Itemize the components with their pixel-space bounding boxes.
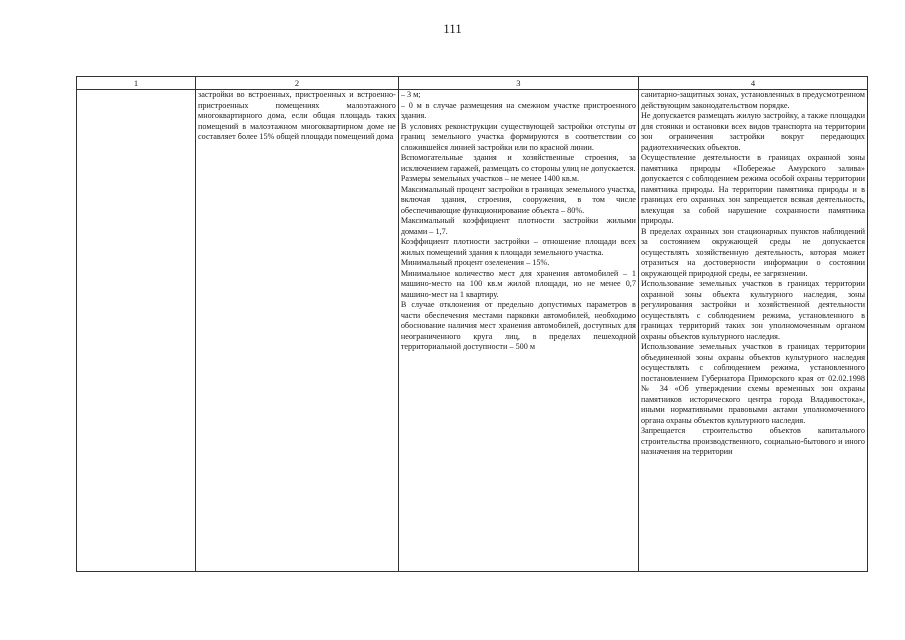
table-row: [77, 90, 868, 572]
paragraph: Осуществление деятельности в границах охранной зоны памятника природы «Побережье Амурского залива» допускается с соблюдением режима особой охраны территории памятника природы. На территории памятника природы и в границах его охранных зон запрещается всякая деятельность, влекущая за собой нарушение сохранности памятника природы.: [640, 153, 865, 225]
paragraph: Использование земельных участков в границах территории объединенной зоны охраны объектов культурного наследия осуществлять с соблюдением режима, установленного постановлением Губернатора Приморского края от 02.02.1998 № 34 «Об утверждении схемы временных зон охраны памятников исторического центра города Владивостока», иными нормативными правовыми актами уполномоченного органа охраны объектов культурного наследия.: [640, 342, 865, 425]
paragraph: В случае отклонения от предельно допустимых параметров в части обеспечения местами парковки автомобилей, необходимо обоснование наличия мест хранения автомобилей, доступных для неограниченного круга лиц, в пределах пешеходной территориальной доступности – 500 м: [400, 300, 636, 351]
paragraph: Размеры земельных участков – не менее 1400 кв.м.: [400, 174, 579, 183]
paragraph: Коэффициент плотности застройки – отношение площади всех жилых помещений здания к площади земельного участка.: [400, 237, 636, 257]
cell-col-3: [398, 90, 638, 572]
cell-col-1: [77, 90, 196, 572]
paragraph: Использование земельных участков в границах территории охранной зоны объекта культурного наследия, зоны регулирования застройки и хозяйственной деятельности осуществлять с соблюдением режима, установленного в границах территорий таких зон уполномоченным органом охраны объектов культурного наследия.: [640, 279, 865, 341]
paragraph: санитарно-защитных зонах, установленных в предусмотренном действующим законодательством порядке.: [640, 90, 865, 110]
paragraph: Запрещается строительство объектов капитального строительства производственного, социально-бытового и иного назначения на территории: [640, 426, 865, 456]
cell-col-2: [196, 90, 399, 572]
paragraph: Вспомогательные здания и хозяйственные строения, за исключением гаражей, размещать со стороны улиц не допускается.: [400, 153, 636, 173]
paragraph: застройки во встроенных, пристроенных и встроенно-пристроенных помещениях малоэтажного многоквартирного дома, если общая площадь таких помещений в малоэтажном многоквартирном доме не составляет более 15% общей площади помещений дома: [198, 90, 396, 141]
paragraph: Максимальный коэффициент плотности застройки жилыми домами – 1,7.: [400, 216, 636, 236]
regulations-table: [76, 76, 868, 572]
page-number: 111: [443, 21, 462, 36]
column-header-3: 3: [398, 77, 638, 90]
table-header-row: [77, 77, 868, 90]
column-header-4: 4: [638, 77, 867, 90]
paragraph: – 0 м в случае размещения на смежном участке пристроенного здания.: [400, 100, 636, 120]
column-header-1: 1: [77, 77, 196, 90]
cell-col-4: [638, 90, 867, 572]
paragraph: Минимальный процент озеленения – 15%.: [400, 258, 550, 267]
paragraph: Не допускается размещать жилую застройку, а также площадки для стоянки и остановки всех видов транспорта на территории зон ограничения застройки вокруг передающих радиотехнических объектов.: [640, 111, 865, 152]
paragraph: В условиях реконструкции существующей застройки отступы от границ земельного участка формируются в соответствии со сложившейся линией застройки или по красной линии.: [400, 121, 636, 152]
paragraph: В пределах охранных зон стационарных пунктов наблюдений за состоянием окружающей среды не допускается осуществлять хозяйственную деятельность, которая может отразиться на достоверности информации о состоянии окружающей природной среды, ее загрязнении.: [640, 226, 865, 278]
column-header-2: 2: [196, 77, 399, 90]
paragraph: – 3 м;: [400, 90, 421, 99]
paragraph: Минимальное количество мест для хранения автомобилей – 1 машино-место на 100 кв.м жилой площади, но не менее 0,7 машино-мест на 1 квартиру.: [400, 268, 636, 299]
paragraph: Максимальный процент застройки в границах земельного участка, включая здания, строения, сооружения, в том числе обеспечивающие функционирование объекта – 80%.: [400, 184, 636, 215]
